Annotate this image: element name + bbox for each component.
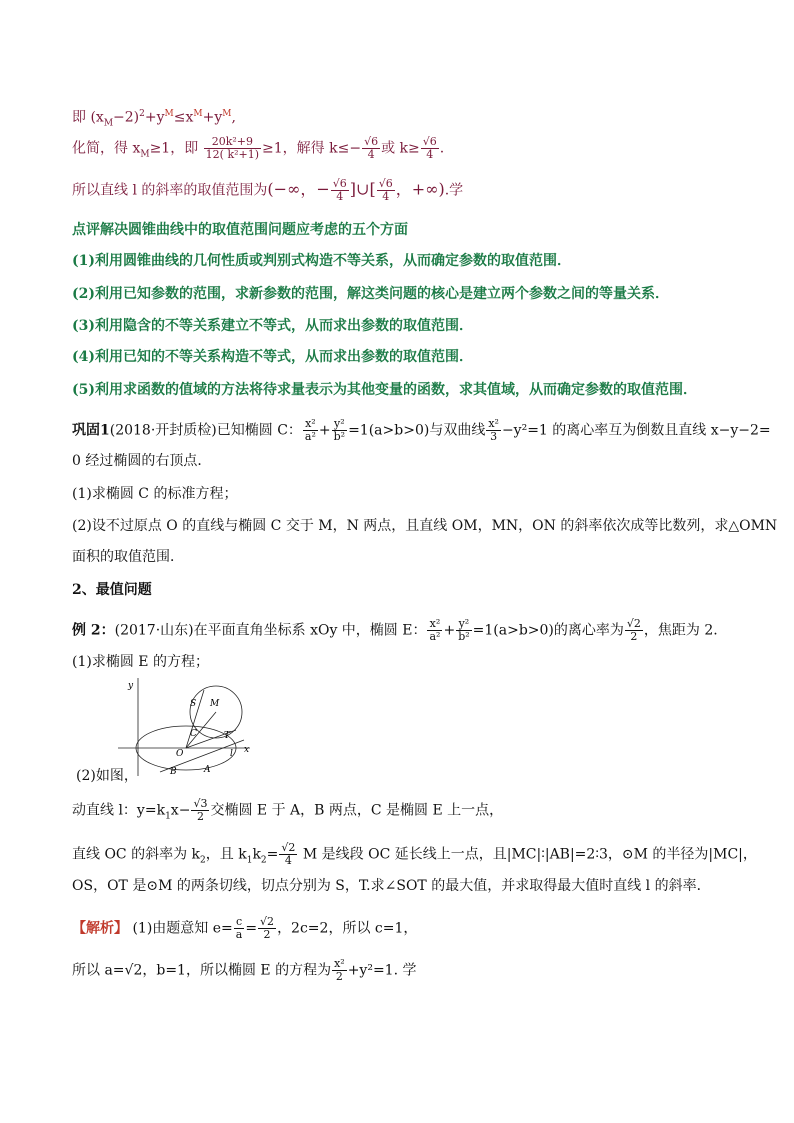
text: ，+∞) [395,179,445,199]
fraction [331,178,349,203]
text: 化简，得 x [72,140,141,157]
text: −2) [113,109,140,126]
denominator: a² [304,430,316,443]
text: −y²=1 的离心率互为倒数且直线 x−y−2= [501,422,771,439]
exercise-1-statement-cont: 0 经过椭圆的右顶点． [72,453,212,469]
line-inequality [72,104,236,133]
figure-label: A [204,765,211,775]
review-point-1: (1)利用圆锥曲线的几何性质或判别式构造不等关系，从而确定参数的取值范围． [72,253,571,269]
text: 所以 a=√2，b=1，所以椭圆 E 的方程为 [72,962,332,979]
text: ，且 k [205,846,247,863]
fraction [427,618,442,643]
fraction [362,136,380,161]
text: =1(a>b>0)与双曲线 [348,422,486,439]
denominator: 2 [196,810,204,823]
text: ]∪[ [349,179,376,199]
numerator: y² [456,618,471,631]
figure-label: M [210,699,220,709]
denominator: 12( k²+1) [205,148,260,161]
example-2-statement [72,618,718,643]
figure-label: y [128,681,134,691]
subscript: M [140,149,150,160]
text: 动直线 l：y=k [72,802,166,819]
solution-line-2 [72,958,417,983]
numerator: √2 [281,841,296,854]
fraction [332,958,347,983]
fraction [234,916,245,941]
fraction [279,842,297,867]
example-2-question-2: (2)如图， [76,768,138,784]
text: (−∞，− [267,179,330,199]
numerator: x² [488,417,499,430]
text: 交椭圆 E 于 A，B 两点，C 是椭圆 E 上一点， [210,802,504,819]
text: 所以直线 l 的斜率的取值范围为 [72,182,268,199]
text: ≥1，解得 k≤− [262,140,362,157]
text: , [231,109,236,126]
ellipse-circle-figure [118,676,258,776]
review-title: 点评解决圆锥曲线中的取值范围问题应考虑的五个方面 [72,222,408,238]
numerator: √6 [378,177,393,190]
text: + [443,622,456,639]
superscript: M [193,109,203,119]
review-point-3: (3)利用隐含的不等关系建立不等式，从而求出参数的取值范围． [72,318,473,334]
subscript: 1 [165,811,171,822]
figure-label: T [224,731,231,741]
fraction [258,916,276,941]
review-point-2: (2)利用已知参数的范围，求新参数的范围，解这类问题的核心是建立两个参数之间的等量关系． [72,286,669,302]
denominator: 2 [263,928,271,941]
denominator: 4 [284,854,292,867]
example-label: 例 2： [72,622,115,639]
exercise-1-statement [72,418,771,443]
denominator: a [235,928,243,941]
text: ，2c=2，所以 c=1， [277,920,418,937]
figure-label: x [244,745,250,755]
text: +y [202,109,223,126]
numerator: √6 [422,135,437,148]
numerator: √2 [260,915,275,928]
figure-label: B [170,767,177,776]
text: x− [170,802,191,819]
text: =1(a>b>0)的离心率为 [472,622,624,639]
fraction [204,136,261,161]
exercise-1-question-2: (2)设不过原点 O 的直线与椭圆 C 交于 M，N 两点，且直线 OM，MN，ON 的斜率依次成等比数列，求△OMN [72,518,778,534]
text: 即 (x [72,109,104,126]
figure-label: S [190,699,197,709]
denominator: b² [458,630,470,643]
superscript: M [222,109,232,119]
numerator: y² [332,418,347,431]
line-simplify [72,136,444,164]
text: ≥1，即 [149,140,199,157]
subscript: 2 [260,855,267,866]
text: .学 [444,182,464,199]
subscript: M [103,118,114,129]
text: (2017·山东)在平面直角坐标系 xOy 中，椭圆 E： [114,622,427,639]
fraction [332,418,347,443]
denominator: 4 [367,148,375,161]
text: ≤x [173,109,194,126]
figure-label: O [176,749,184,759]
subscript: 1 [246,855,253,866]
denominator: 3 [490,430,498,443]
text: 直线 OC 的斜率为 k [72,846,201,863]
text: ，焦距为 2. [643,622,718,639]
numerator: √3 [193,797,208,810]
exercise-label: 巩固1 [72,422,110,439]
line-slope-range [72,178,463,203]
text: k [252,846,261,863]
fraction [377,178,395,203]
section-heading: 2、最值问题 [72,582,152,598]
subscript: 2 [200,855,206,866]
fraction [456,618,471,643]
text: 或 k≥ [381,140,420,157]
fraction [486,418,501,443]
superscript: 2 [139,109,145,119]
numerator: x² [334,957,345,970]
example-2-line-oc [72,842,757,870]
text: (2018·开封质检)已知椭圆 C： [109,422,302,439]
text: + [318,422,331,439]
text: +y²=1. 学 [347,962,417,979]
numerator: 20k²+9 [204,136,261,149]
text: (1)由题意知 e= [128,920,233,937]
numerator: x² [303,418,318,431]
numerator: c [234,916,245,929]
example-2-question-1: (1)求椭圆 E 的方程； [72,654,209,670]
denominator: 4 [382,190,390,203]
text: = [245,920,258,937]
exercise-1-question-1: (1)求椭圆 C 的标准方程； [72,486,238,502]
denominator: a² [429,630,441,643]
fraction [625,618,643,643]
example-2-tangents: OS，OT 是⊙M 的两条切线，切点分别为 S，T.求∠SOT 的最大值，并求取得最大值时直线 l 的斜率． [72,878,711,894]
text: . [439,140,445,157]
numerator: √6 [332,177,347,190]
text: +y [144,109,165,126]
fraction [421,136,439,161]
review-point-4: (4)利用已知的不等关系构造不等式，从而求出参数的取值范围． [72,349,473,365]
numerator: √2 [626,617,641,630]
exercise-1-question-2-cont: 面积的取值范围． [72,549,184,565]
numerator: √6 [364,135,379,148]
solution-line-1 [72,916,417,941]
superscript: M [164,109,174,119]
text: = [266,846,279,863]
text: M 是线段 OC 延长线上一点，且|MC|∶|AB|=2∶3，⊙M 的半径为|MC|， [298,846,757,863]
denominator: b² [333,430,346,443]
denominator: 4 [426,148,434,161]
review-point-5: (5)利用求函数的值域的方法将待求量表示为其他变量的函数，求其值域，从而确定参数的取值范围． [72,382,697,398]
figure-label: l [230,749,233,759]
fraction [191,798,209,823]
example-2-line-l [72,798,503,826]
denominator: 2 [335,970,343,983]
denominator: 2 [630,630,638,643]
fraction [303,418,318,443]
denominator: 4 [336,190,344,203]
numerator: x² [427,618,442,631]
solution-tag: 【解析】 [72,920,128,937]
figure-label: C [190,729,197,739]
